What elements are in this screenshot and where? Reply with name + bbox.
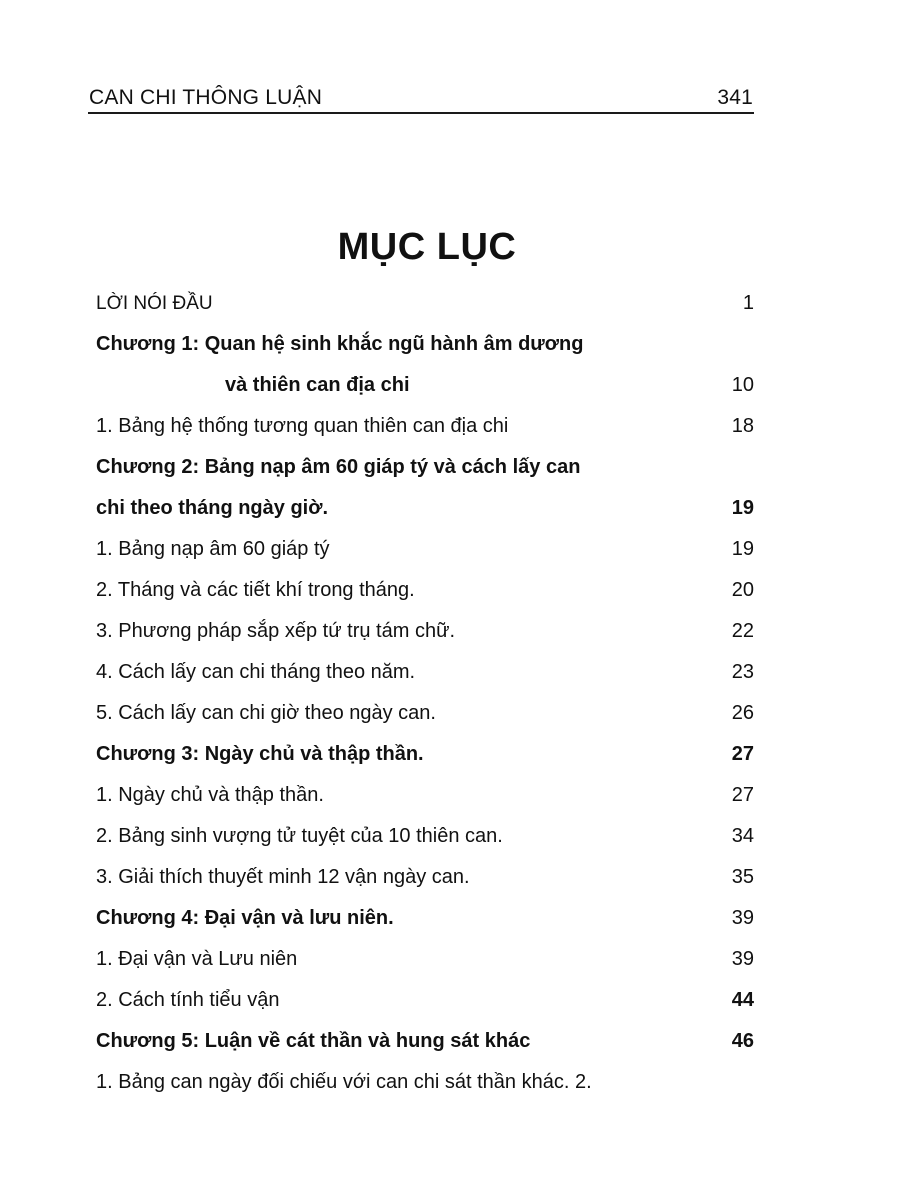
- toc-entry-label: và thiên can địa chi: [225, 374, 410, 396]
- toc-entry-section[interactable]: [96, 611, 754, 652]
- toc-entry-label: 3. Giải thích thuyết minh 12 vận ngày can.: [96, 866, 470, 888]
- toc-entry-label: chi theo tháng ngày giờ.: [96, 497, 329, 519]
- toc-entry-section[interactable]: [96, 1062, 754, 1103]
- toc-entry-section[interactable]: [96, 775, 754, 816]
- table-of-contents: [96, 283, 754, 1103]
- toc-entry-page: 23: [731, 661, 754, 683]
- toc-entry-chapter-2-cont[interactable]: [96, 488, 754, 529]
- toc-entry-section[interactable]: [96, 857, 754, 898]
- toc-entry-page: 44: [731, 989, 754, 1011]
- toc-entry-section[interactable]: [96, 652, 754, 693]
- toc-entry-chapter-5[interactable]: [96, 1021, 754, 1062]
- toc-entry-label: 2. Cách tính tiểu vận: [96, 989, 280, 1011]
- toc-entry-label: Chương 4: Đại vận và lưu niên.: [96, 907, 394, 929]
- toc-entry-chapter-3[interactable]: [96, 734, 754, 775]
- book-title: CAN CHI THÔNG LUẬN: [89, 86, 323, 109]
- toc-entry-label: 4. Cách lấy can chi tháng theo năm.: [96, 661, 416, 683]
- toc-entry-page: 19: [731, 497, 754, 519]
- toc-entry-label: LỜI NÓI ĐẦU: [96, 293, 213, 314]
- toc-entry-label: Chương 5: Luận về cát thần và hung sát khác: [96, 1030, 531, 1052]
- toc-entry-page: 27: [731, 784, 754, 806]
- toc-entry-label: 1. Bảng nạp âm 60 giáp tý: [96, 538, 330, 560]
- toc-entry-front-matter[interactable]: [96, 283, 754, 324]
- toc-entry-section[interactable]: [96, 570, 754, 611]
- toc-entry-page: 20: [731, 579, 754, 601]
- toc-entry-label: Chương 3: Ngày chủ và thập thần.: [96, 743, 424, 765]
- toc-entry-page: 46: [731, 1030, 754, 1052]
- toc-entry-section[interactable]: [96, 693, 754, 734]
- toc-entry-page: 35: [731, 866, 754, 888]
- toc-entry-page: 39: [731, 907, 754, 929]
- toc-entry-section[interactable]: [96, 939, 754, 980]
- running-header: [89, 82, 753, 110]
- toc-entry-section[interactable]: [96, 406, 754, 447]
- toc-entry-page: 22: [731, 620, 754, 642]
- toc-entry-label: 2. Bảng sinh vượng tử tuyệt của 10 thiên can.: [96, 825, 503, 847]
- toc-entry-chapter-1-cont[interactable]: [96, 365, 754, 406]
- header-rule: [88, 112, 754, 114]
- toc-entry-section[interactable]: [96, 529, 754, 570]
- toc-entry-page: 27: [731, 743, 754, 765]
- toc-entry-page: 10: [731, 374, 754, 396]
- page-number: 341: [717, 86, 753, 109]
- toc-entry-label: Chương 1: Quan hệ sinh khắc ngũ hành âm dương: [96, 333, 584, 355]
- toc-entry-page: 34: [731, 825, 754, 847]
- toc-entry-page: 39: [731, 948, 754, 970]
- toc-entry-label: 1. Ngày chủ và thập thần.: [96, 784, 324, 806]
- toc-entry-chapter-2[interactable]: [96, 447, 754, 488]
- toc-entry-page: 19: [731, 538, 754, 560]
- toc-entry-label: 2. Tháng và các tiết khí trong tháng.: [96, 579, 415, 601]
- toc-entry-section[interactable]: [96, 980, 754, 1021]
- toc-entry-label: 1. Bảng hệ thống tương quan thiên can địa chi: [96, 415, 509, 437]
- toc-entry-label: 5. Cách lấy can chi giờ theo ngày can.: [96, 702, 436, 724]
- toc-entry-page: 26: [731, 702, 754, 724]
- toc-entry-chapter-4[interactable]: [96, 898, 754, 939]
- toc-entry-page: 18: [731, 415, 754, 437]
- toc-entry-label: 1. Đại vận và Lưu niên: [96, 948, 298, 970]
- toc-title: MỤC LỤC: [337, 226, 517, 268]
- toc-entry-page: 1: [742, 292, 754, 314]
- toc-entry-label: 3. Phương pháp sắp xếp tứ trụ tám chữ.: [96, 620, 456, 642]
- toc-entry-section[interactable]: [96, 816, 754, 857]
- toc-entry-label: 1. Bảng can ngày đối chiếu với can chi sát thần khác. 2.: [96, 1071, 592, 1093]
- toc-entry-chapter-1[interactable]: [96, 324, 754, 365]
- toc-entry-label: Chương 2: Bảng nạp âm 60 giáp tý và cách lấy can: [96, 456, 581, 478]
